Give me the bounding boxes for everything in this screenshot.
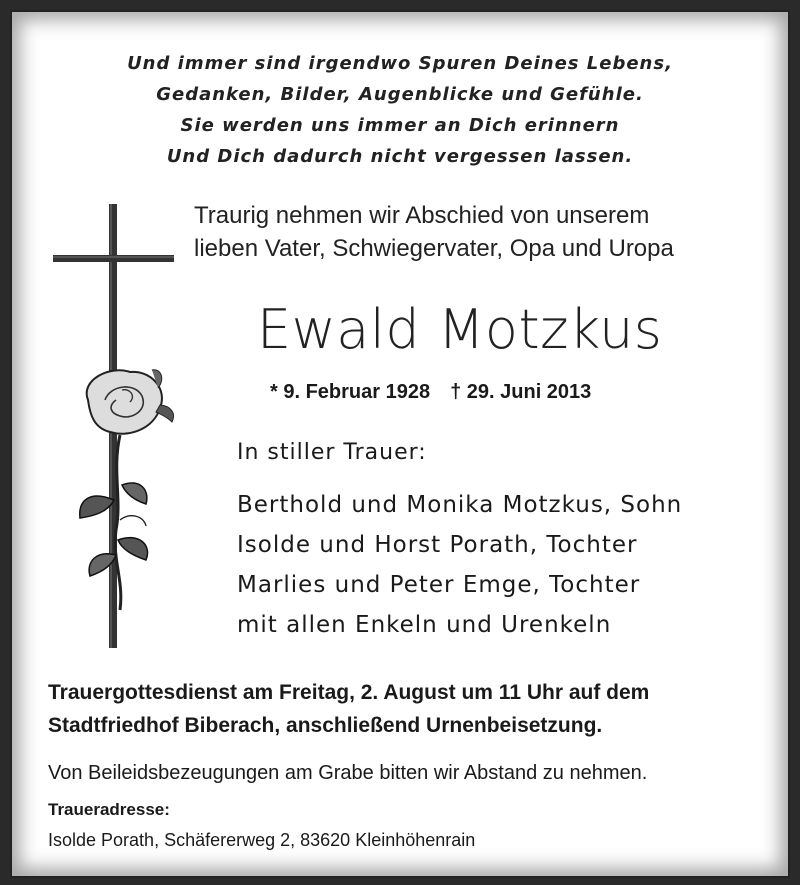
poem-line: Sie werden uns immer an Dich erinnern xyxy=(180,115,620,136)
obituary-card xyxy=(10,10,790,878)
service-line: Stadtfriedhof Biberach, anschließend Urnenbeisetzung. xyxy=(48,714,603,737)
mourners-list xyxy=(237,485,682,645)
poem-line: Und immer sind irgendwo Spuren Deines Lebens, xyxy=(127,53,673,74)
mourner-line: mit allen Enkeln und Urenkeln xyxy=(237,612,612,638)
condolence-note: Von Beileidsbezeugungen am Grabe bitten wir Abstand zu nehmen. xyxy=(48,762,648,784)
poem-line: Und Dich dadurch nicht vergessen lassen. xyxy=(166,146,634,167)
mourner-line: Berthold und Monika Motzkus, Sohn xyxy=(237,492,683,518)
mourning-address: Isolde Porath, Schäfererweg 2, 83620 Kleinhöhenrain xyxy=(48,830,476,850)
intro-text xyxy=(194,199,674,265)
mourner-line: Marlies und Peter Emge, Tochter xyxy=(237,572,641,598)
death-date: † 29. Juni 2013 xyxy=(450,381,592,403)
poem xyxy=(12,48,788,172)
deceased-name: Ewald Motzkus xyxy=(257,298,663,361)
cross-icon xyxy=(50,200,180,650)
funeral-service-info xyxy=(48,676,649,742)
life-dates xyxy=(270,381,611,404)
birth-date: * 9. Februar 1928 xyxy=(270,381,431,403)
rose-icon xyxy=(80,370,174,610)
service-line: Trauergottesdienst am Freitag, 2. August um 11 Uhr auf dem xyxy=(48,681,650,704)
mourner-line: Isolde und Horst Porath, Tochter xyxy=(237,532,638,558)
address-heading: Traueradresse: xyxy=(48,800,170,819)
intro-line: Traurig nehmen wir Abschied von unserem xyxy=(194,202,650,229)
intro-line: lieben Vater, Schwiegervater, Opa und Uropa xyxy=(194,235,674,262)
mourning-heading: In stiller Trauer: xyxy=(237,440,427,465)
poem-line: Gedanken, Bilder, Augenblicke und Gefühle. xyxy=(156,84,644,105)
